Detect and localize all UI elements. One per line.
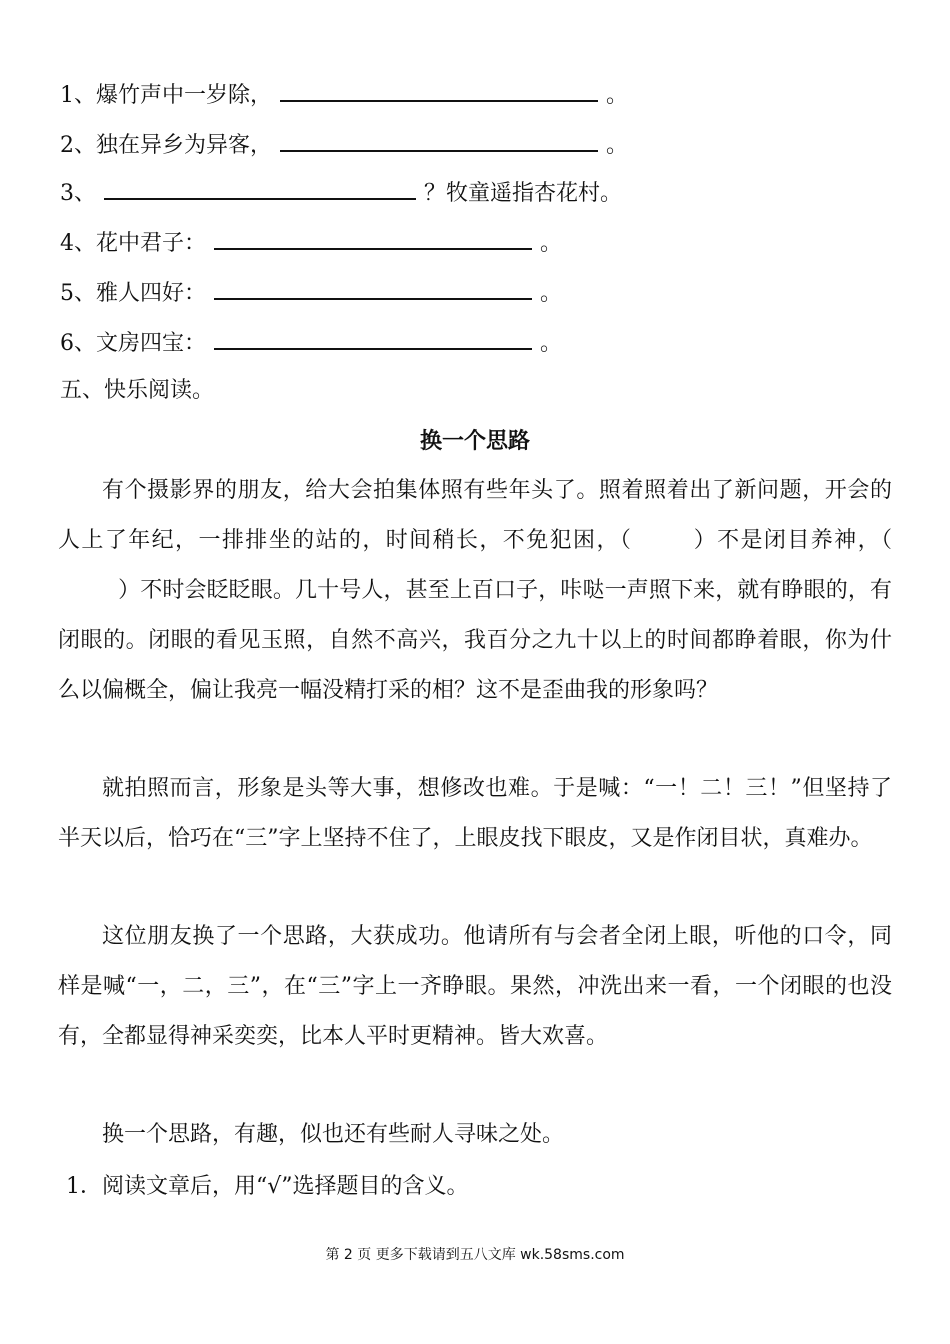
answer-blank-3[interactable] <box>104 178 416 200</box>
answer-blank-1[interactable] <box>280 80 598 102</box>
question-4-line <box>60 228 562 259</box>
question-5-text: 5、雅人四好： <box>60 281 206 306</box>
question-6-line <box>60 328 562 359</box>
section-heading: 五、快乐阅读。 <box>60 378 215 403</box>
question-4-end: 。 <box>540 231 563 256</box>
question-2-line <box>60 130 628 161</box>
question-1-end: 。 <box>606 83 629 108</box>
question-5-end: 。 <box>540 281 563 306</box>
reading-question-1: 1．阅读文章后，用“√”选择题目的含义。 <box>66 1174 469 1199</box>
paragraph-1-part-a: 有个摄影界的朋友，给大会拍集体照有些年头了。照着照着出了新问题，开会的人上了年纪，一排排坐的站的，时间稍长，不免犯困，（ <box>58 478 892 553</box>
question-3-end: ？牧童遥指杏花村。 <box>424 181 623 206</box>
question-1-line <box>60 80 628 111</box>
question-5-line <box>60 278 562 309</box>
answer-blank-2[interactable] <box>280 130 598 152</box>
question-1-text: 1、爆竹声中一岁除， <box>60 83 272 108</box>
article-title: 换一个思路 <box>419 428 530 454</box>
question-2-text: 2、独在异乡为异客， <box>60 133 272 158</box>
question-6-end: 。 <box>540 331 563 356</box>
paragraph-3: 这位朋友换了一个思路，大获成功。他请所有与会者全闭上眼，听他的口令，同样是喊“一，二，三”，在“三”字上一齐睁眼。果然，冲洗出来一看，一个闭眼的也没有，全都显得神采奕奕，比本人平时更精神。皆大欢喜。 <box>58 924 892 1049</box>
answer-blank-5[interactable] <box>214 278 532 300</box>
paragraph-1-part-b: ）不是闭目养神，（ <box>692 528 892 553</box>
question-6-text: 6、文房四宝： <box>60 331 206 356</box>
paragraph-1 <box>58 466 892 716</box>
answer-blank-4[interactable] <box>214 228 532 250</box>
page-footer: 第 2 页 更多下载请到五八文库 wk.58sms.com <box>325 1247 625 1263</box>
question-3-text: 3、 <box>60 181 96 206</box>
paragraph-1-part-c: ）不时会眨眨眼。几十号人，甚至上百口子，咔哒一声照下来，就有睁眼的，有闭眼的。闭眼的看见玉照，自然不高兴，我百分之九十以上的时间都睁着眼，你为什么以偏概全，偏让我亮一幅没精打采的相？这不是歪曲我的形象吗？ <box>58 578 892 703</box>
answer-blank-6[interactable] <box>214 328 532 350</box>
question-2-end: 。 <box>606 133 629 158</box>
paragraph-4: 换一个思路，有趣，似也还有些耐人寻味之处。 <box>102 1122 565 1147</box>
question-3-line <box>60 178 622 209</box>
paragraph-2: 就拍照而言，形象是头等大事，想修改也难。于是喊：“一！二！三！”但坚持了半天以后，恰巧在“三”字上坚持不住了，上眼皮找下眼皮，又是作闭目状，真难办。 <box>58 776 892 851</box>
question-4-text: 4、花中君子： <box>60 231 206 256</box>
